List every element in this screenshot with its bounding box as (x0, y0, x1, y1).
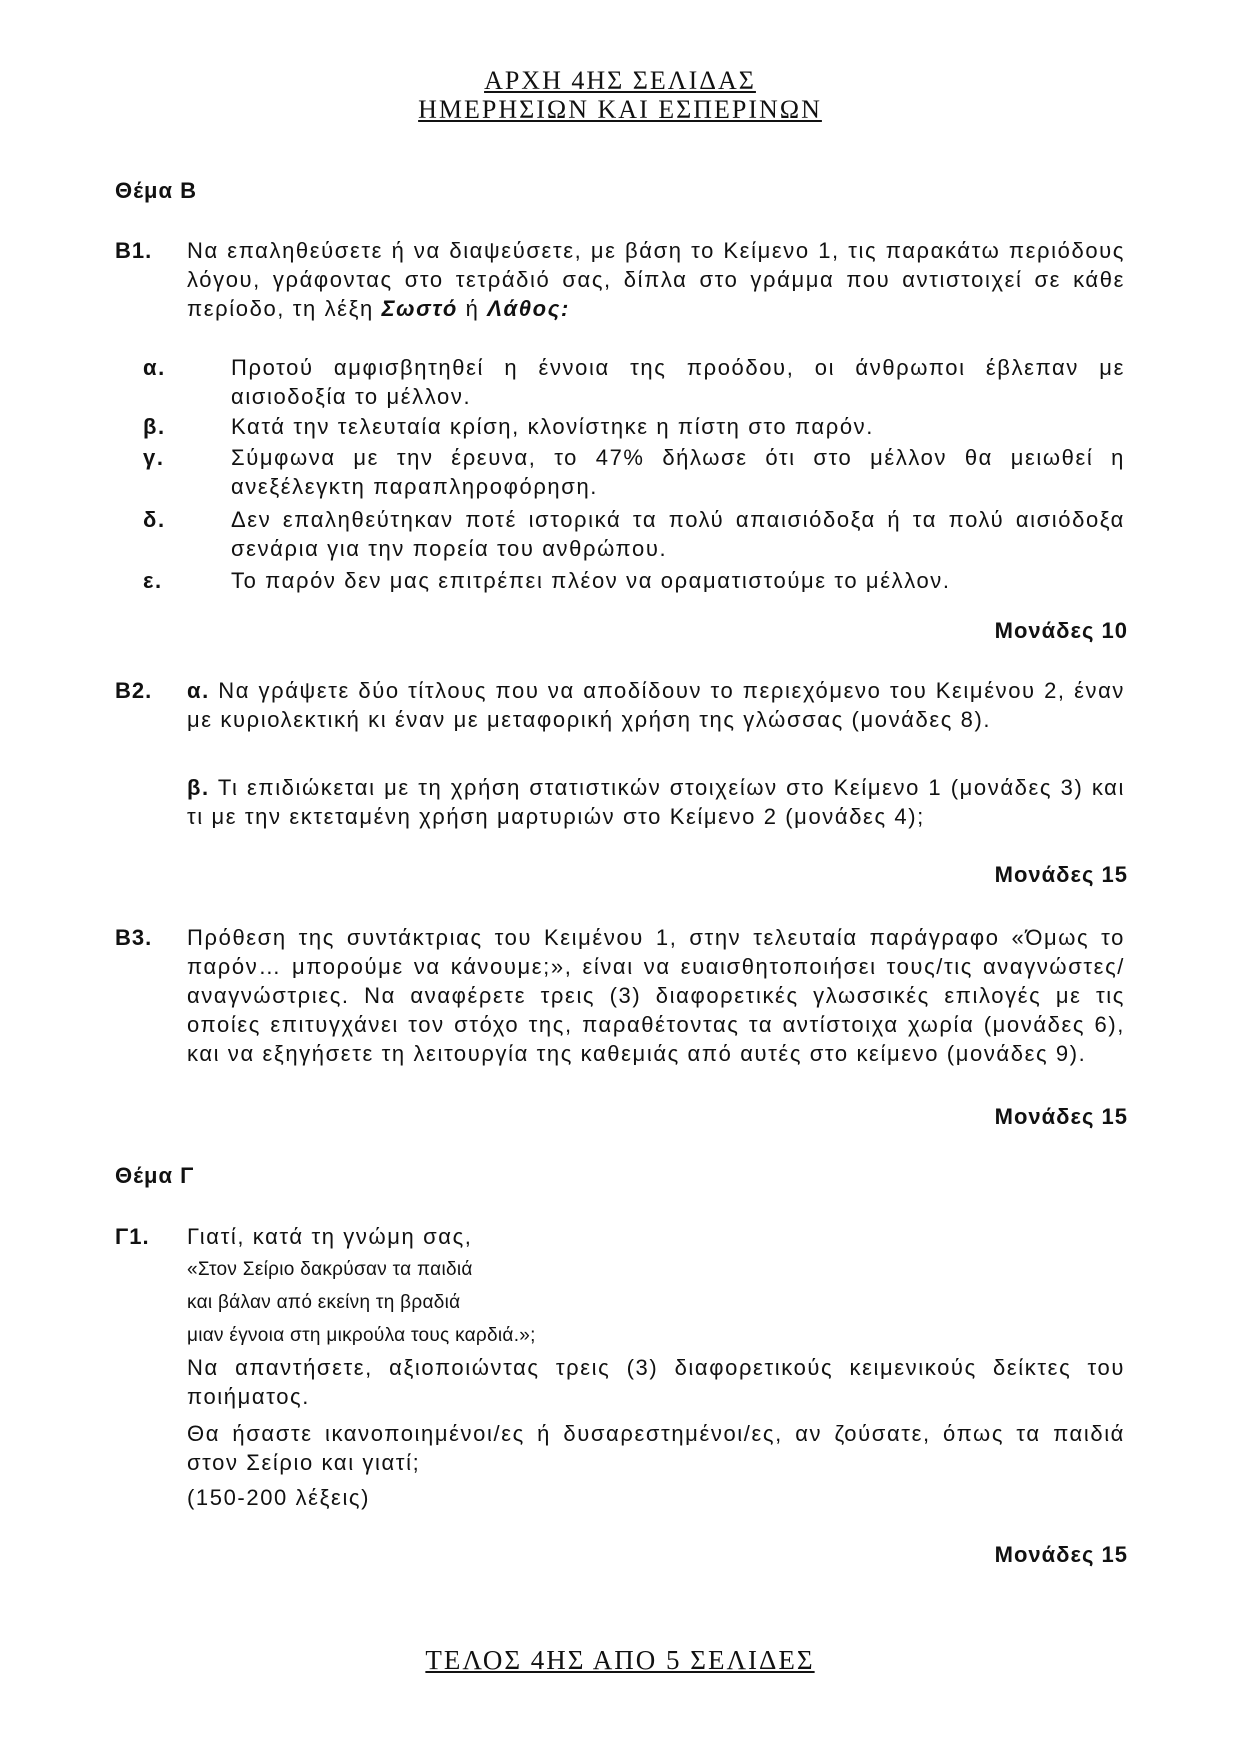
question-b1-intro (187, 236, 1125, 323)
item-text: Δεν επαληθεύτηκαν ποτέ ιστορικά τα πολύ απαισιόδοξα ή τα πολύ αισιόδοξα σενάρια για την πορεία του ανθρώπου. (231, 507, 1125, 561)
question-number-b1: Β1. (115, 238, 153, 263)
poem-line-1: «Στον Σείριο δακρύσαν τα παιδιά (187, 1259, 473, 1280)
question-number-b2: Β2. (115, 678, 153, 703)
item-letter: γ. (143, 445, 165, 470)
section-title-theme-b: Θέμα Β (115, 178, 198, 203)
poem-line-2: και βάλαν από εκείνη τη βραδιά (187, 1292, 461, 1313)
marks-b2: Μονάδες 15 (994, 862, 1128, 887)
b2-a-text: Να γράψετε δύο τίτλους που να αποδίδουν το περιεχόμενο του Κειμένου 2, έναν με κυριολεκτική κι έναν με μεταφορική χρήση της γλώσσας (μονάδες 8). (187, 678, 1125, 732)
item-text: Προτού αμφισβητηθεί η έννοια της προόδου, οι άνθρωποι έβλεπαν με αισιοδοξία το μέλλον. (231, 355, 1125, 409)
b2-b-letter: β. (187, 775, 210, 800)
list-item-b1-d (143, 505, 1125, 563)
list-item-b1-a (143, 353, 1125, 411)
b1-word-wrong: Λάθος: (487, 296, 570, 321)
section-title-theme-c: Θέμα Γ (115, 1163, 195, 1188)
marks-b3: Μονάδες 15 (994, 1104, 1128, 1129)
item-letter: β. (143, 414, 166, 439)
list-item-b1-b (143, 412, 1125, 441)
question-b2-b (187, 773, 1125, 831)
b1-or: ή (457, 296, 488, 321)
question-number-b3: Β3. (115, 925, 153, 950)
b1-word-correct: Σωστό (381, 296, 458, 321)
question-number-c1: Γ1. (115, 1224, 150, 1249)
item-text: Το παρόν δεν μας επιτρέπει πλέον να οραματιστούμε το μέλλον. (231, 568, 951, 593)
question-c1-lead: Γιατί, κατά τη γνώμη σας, (187, 1224, 473, 1249)
b1-intro-text: Να επαληθεύσετε ή να διαψεύσετε, με βάση το Κείμενο 1, τις παρακάτω περιόδους λόγου, γράφοντας στο τετράδιό σας, δίπλα στο γράμμα που αντιστοιχεί σε κάθε περίοδο, τη λέξη (187, 238, 1125, 321)
poem-line-3: μιαν έγνοια στη μικρούλα τους καρδιά.»; (187, 1325, 536, 1346)
question-c1-p1: Να απαντήσετε, αξιοποιώντας τρεις (3) διαφορετικούς κειμενικούς δείκτες του ποιήματος. (187, 1355, 1125, 1409)
b2-b-text: Τι επιδιώκεται με τη χρήση στατιστικών στοιχείων στο Κείμενο 1 (μονάδες 3) και τι με την εκτεταμένη χρήση μαρτυριών στο Κείμενο 2 (μονάδες 4); (187, 775, 1125, 829)
question-c1-p2: Θα ήσαστε ικανοποιημένοι/ες ή δυσαρεστημένοι/ες, αν ζούσατε, όπως τα παιδιά στον Σείριο και γιατί; (187, 1421, 1125, 1475)
item-text: Κατά την τελευταία κρίση, κλονίστηκε η πίστη στο παρόν. (231, 414, 874, 439)
item-text: Σύμφωνα με την έρευνα, το 47% δήλωσε ότι στο μέλλον θα μειωθεί η ανεξέλεγκτη παραπληροφόρηση. (231, 445, 1125, 499)
question-c1-word-limit: (150-200 λέξεις) (187, 1485, 371, 1510)
list-item-b1-e (143, 566, 1125, 595)
page-header-line2: ΗΜΕΡΗΣΙΩΝ ΚΑΙ ΕΣΠΕΡΙΝΩΝ (418, 95, 822, 124)
marks-b1: Μονάδες 10 (994, 618, 1128, 643)
page-footer: ΤΕΛΟΣ 4ΗΣ ΑΠΟ 5 ΣΕΛΙΔΕΣ (425, 1645, 815, 1675)
item-letter: α. (143, 355, 166, 380)
item-letter: δ. (143, 507, 166, 532)
question-b2-a (187, 676, 1125, 734)
item-letter: ε. (143, 568, 163, 593)
question-b3-text: Πρόθεση της συντάκτριας του Κειμένου 1, στην τελευταία παράγραφο «Όμως το παρόν… μπορούμε να κάνουμε;», είναι να ευαισθητοποιήσει τους/τις αναγνώστες/αναγνώστριες. Να αναφέρετε τρεις (3) διαφορετικές γλωσσικές επιλογές με τις οποίες επιτυγχάνει τον στόχο της, παραθέτοντας τα αντίστοιχα χωρία (μονάδες 6), και να εξηγήσετε τη λειτουργία της καθεμιάς από αυτές στο κείμενο (μονάδες 9). (187, 925, 1125, 1066)
marks-c1: Μονάδες 15 (994, 1542, 1128, 1567)
b2-a-letter: α. (187, 678, 210, 703)
list-item-b1-c (143, 443, 1125, 501)
page-header-line1: ΑΡΧΗ 4ΗΣ ΣΕΛΙΔΑΣ (484, 66, 756, 95)
